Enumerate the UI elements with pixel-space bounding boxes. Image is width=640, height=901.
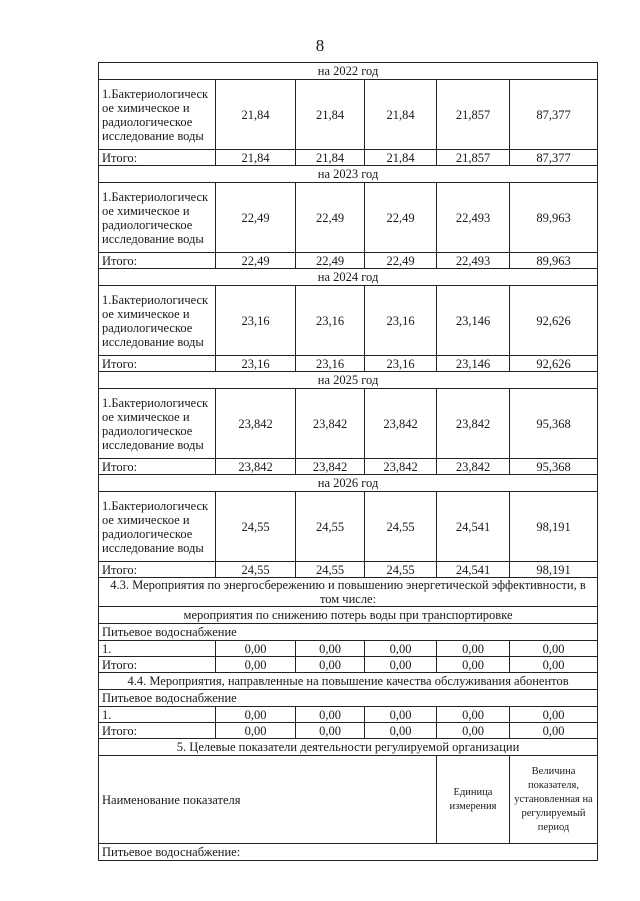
water-analysis-row [99, 80, 598, 150]
group-row [99, 690, 598, 707]
value-cell: 87,377 [510, 80, 598, 150]
header-value: Величина показателя, установленная на регулируемый период [510, 756, 598, 844]
value-cell: 92,626 [510, 356, 598, 372]
value-cell: 0,00 [437, 641, 510, 657]
year-title: на 2025 год [99, 372, 598, 389]
total-row [99, 356, 598, 372]
value-cell: 24,541 [437, 562, 510, 578]
value-cell: 23,842 [437, 389, 510, 459]
total-row [99, 657, 598, 673]
section-subtitle: мероприятия по снижению потерь воды при транспортировке [99, 607, 598, 624]
total-row [99, 253, 598, 269]
value-cell: 98,191 [510, 562, 598, 578]
value-cell: 22,49 [296, 183, 365, 253]
value-cell: 23,16 [296, 356, 365, 372]
value-cell: 23,842 [296, 389, 365, 459]
value-cell: 23,146 [437, 356, 510, 372]
value-cell: 23,842 [216, 459, 296, 475]
value-cell: 22,493 [437, 253, 510, 269]
value-cell: 0,00 [296, 723, 365, 739]
row-label: Итого: [99, 150, 216, 166]
header-unit: Единица измерения [437, 756, 510, 844]
value-cell: 21,84 [365, 150, 437, 166]
value-cell: 0,00 [365, 723, 437, 739]
value-cell: 22,49 [365, 183, 437, 253]
header-indicator-name: Наименование показателя [99, 756, 437, 844]
value-cell: 21,84 [296, 150, 365, 166]
value-cell: 23,842 [365, 459, 437, 475]
year-title: на 2022 год [99, 63, 598, 80]
value-cell: 0,00 [216, 707, 296, 723]
item-row [99, 641, 598, 657]
value-cell: 0,00 [510, 723, 598, 739]
section-title: 5. Целевые показатели деятельности регулируемой организации [99, 739, 598, 756]
value-cell: 92,626 [510, 286, 598, 356]
year-header-row [99, 269, 598, 286]
value-cell: 23,842 [216, 389, 296, 459]
page-number: 8 [315, 36, 325, 55]
value-cell: 23,16 [296, 286, 365, 356]
value-cell: 87,377 [510, 150, 598, 166]
value-cell: 22,49 [216, 183, 296, 253]
value-cell: 0,00 [365, 707, 437, 723]
water-analysis-row [99, 286, 598, 356]
value-cell: 24,55 [296, 492, 365, 562]
value-cell: 24,55 [216, 562, 296, 578]
row-label: 1.Бактериологическ ое химическое и радиологическое исследование воды [99, 183, 216, 253]
group-label: Питьевое водоснабжение [99, 690, 598, 707]
row-label: Итого: [99, 253, 216, 269]
group-label: Питьевое водоснабжение [99, 624, 598, 641]
year-title: на 2024 год [99, 269, 598, 286]
group-row [99, 844, 598, 861]
value-cell: 0,00 [216, 723, 296, 739]
value-cell: 21,84 [365, 80, 437, 150]
section-4-4-title-row [99, 673, 598, 690]
row-label: 1.Бактериологическ ое химическое и радиологическое исследование воды [99, 389, 216, 459]
year-header-row [99, 63, 598, 80]
value-cell: 0,00 [510, 657, 598, 673]
row-label: 1. [99, 641, 216, 657]
year-header-row [99, 475, 598, 492]
value-cell: 23,842 [437, 459, 510, 475]
total-row [99, 562, 598, 578]
value-cell: 98,191 [510, 492, 598, 562]
row-label: Итого: [99, 356, 216, 372]
row-label: 1.Бактериологическ ое химическое и радиологическое исследование воды [99, 80, 216, 150]
water-analysis-row [99, 183, 598, 253]
value-cell: 21,84 [216, 80, 296, 150]
year-title: на 2026 год [99, 475, 598, 492]
value-cell: 89,963 [510, 253, 598, 269]
year-header-row [99, 166, 598, 183]
value-cell: 0,00 [437, 657, 510, 673]
group-label: Питьевое водоснабжение: [99, 844, 598, 861]
value-cell: 0,00 [296, 657, 365, 673]
value-cell: 24,541 [437, 492, 510, 562]
section-title: 4.4. Мероприятия, направленные на повышение качества обслуживания абонентов [99, 673, 598, 690]
value-cell: 0,00 [510, 641, 598, 657]
row-label: Итого: [99, 562, 216, 578]
value-cell: 23,146 [437, 286, 510, 356]
value-cell: 23,16 [365, 356, 437, 372]
value-cell: 21,857 [437, 80, 510, 150]
value-cell: 22,493 [437, 183, 510, 253]
value-cell: 0,00 [437, 707, 510, 723]
value-cell: 0,00 [296, 641, 365, 657]
value-cell: 0,00 [437, 723, 510, 739]
value-cell: 24,55 [296, 562, 365, 578]
indicator-header-row [99, 756, 598, 844]
value-cell: 23,16 [365, 286, 437, 356]
value-cell: 89,963 [510, 183, 598, 253]
value-cell: 0,00 [365, 641, 437, 657]
value-cell: 22,49 [296, 253, 365, 269]
value-cell: 21,857 [437, 150, 510, 166]
value-cell: 22,49 [365, 253, 437, 269]
value-cell: 0,00 [510, 707, 598, 723]
value-cell: 24,55 [365, 562, 437, 578]
row-label: 1. [99, 707, 216, 723]
item-row [99, 707, 598, 723]
section-4-3-title-row [99, 578, 598, 607]
water-analysis-row [99, 492, 598, 562]
value-cell: 23,16 [216, 356, 296, 372]
value-cell: 24,55 [216, 492, 296, 562]
value-cell: 24,55 [365, 492, 437, 562]
value-cell: 23,842 [365, 389, 437, 459]
value-cell: 0,00 [365, 657, 437, 673]
total-row [99, 723, 598, 739]
value-cell: 21,84 [216, 150, 296, 166]
total-row [99, 150, 598, 166]
section-5-title-row [99, 739, 598, 756]
water-analysis-row [99, 389, 598, 459]
section-4-3-subtitle-row [99, 607, 598, 624]
row-label: 1.Бактериологическ ое химическое и радиологическое исследование воды [99, 492, 216, 562]
value-cell: 23,16 [216, 286, 296, 356]
row-label: Итого: [99, 657, 216, 673]
row-label: Итого: [99, 459, 216, 475]
year-header-row [99, 372, 598, 389]
section-title: 4.3. Мероприятия по энергосбережению и повышению энергетической эффективности, в том числе: [99, 578, 598, 607]
value-cell: 0,00 [216, 657, 296, 673]
total-row [99, 459, 598, 475]
value-cell: 21,84 [296, 80, 365, 150]
group-row [99, 624, 598, 641]
row-label: Итого: [99, 723, 216, 739]
row-label: 1.Бактериологическ ое химическое и радиологическое исследование воды [99, 286, 216, 356]
tariff-table [98, 62, 598, 861]
year-title: на 2023 год [99, 166, 598, 183]
value-cell: 23,842 [296, 459, 365, 475]
value-cell: 0,00 [296, 707, 365, 723]
value-cell: 0,00 [216, 641, 296, 657]
value-cell: 95,368 [510, 389, 598, 459]
value-cell: 95,368 [510, 459, 598, 475]
value-cell: 22,49 [216, 253, 296, 269]
